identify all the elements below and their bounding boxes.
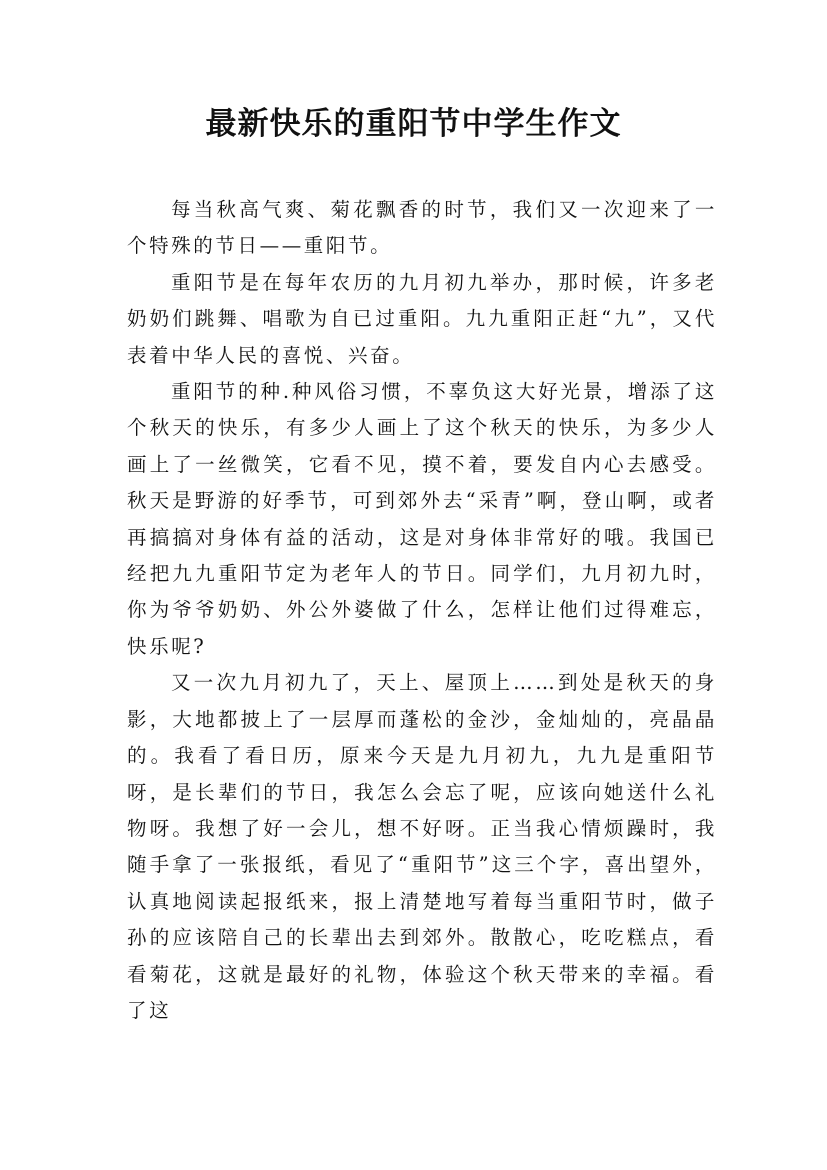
document-body: [127, 192, 717, 1029]
document-title: 最新快乐的重阳节中学生作文: [205, 106, 622, 142]
paragraph-3: 重阳节的种.种风俗习惯，不辜负这大好光景，增添了这个秋天的快乐，有多少人画上了这个秋天的快乐，为多少人画上了一丝微笑，它看不见，摸不着，要发自内心去感受。秋天是野游的好季节，可到郊外去“采青”啊，登山啊，或者再搞搞对身体有益的活动，这是对身体非常好的哦。我国已经把九九重阳节定为老年人的节日。同学们，九月初九时，你为爷爷奶奶、外公外婆做了什么，怎样让他们过得难忘，快乐呢?: [127, 380, 717, 658]
paragraph-2: 重阳节是在每年农历的九月初九举办，那时候，许多老奶奶们跳舞、唱歌为自已过重阳。九九重阳正赶“九”，又代表着中华人民的喜悦、兴奋。: [127, 270, 717, 367]
paragraph-4: 又一次九月初九了，天上、屋顶上……到处是秋天的身影，大地都披上了一层厚而蓬松的金沙，金灿灿的，亮晶晶的。我看了看日历，原来今天是九月初九，九九是重阳节呀，是长辈们的节日，我怎么会忘了呢，应该向她送什么礼物呀。我想了好一会儿，想不好呀。正当我心情烦躁时，我随手拿了一张报纸，看见了“重阳节”这三个字，喜出望外，认真地阅读起报纸来，报上清楚地写着每当重阳节时，做子孙的应该陪自己的长辈出去到郊外。散散心，吃吃糕点，看看菊花，这就是最好的礼物，体验这个秋天带来的幸福。看了这: [127, 671, 717, 1022]
paragraph-1: 每当秋高气爽、菊花飘香的时节，我们又一次迎来了一个特殊的节日——重阳节。: [127, 198, 717, 258]
